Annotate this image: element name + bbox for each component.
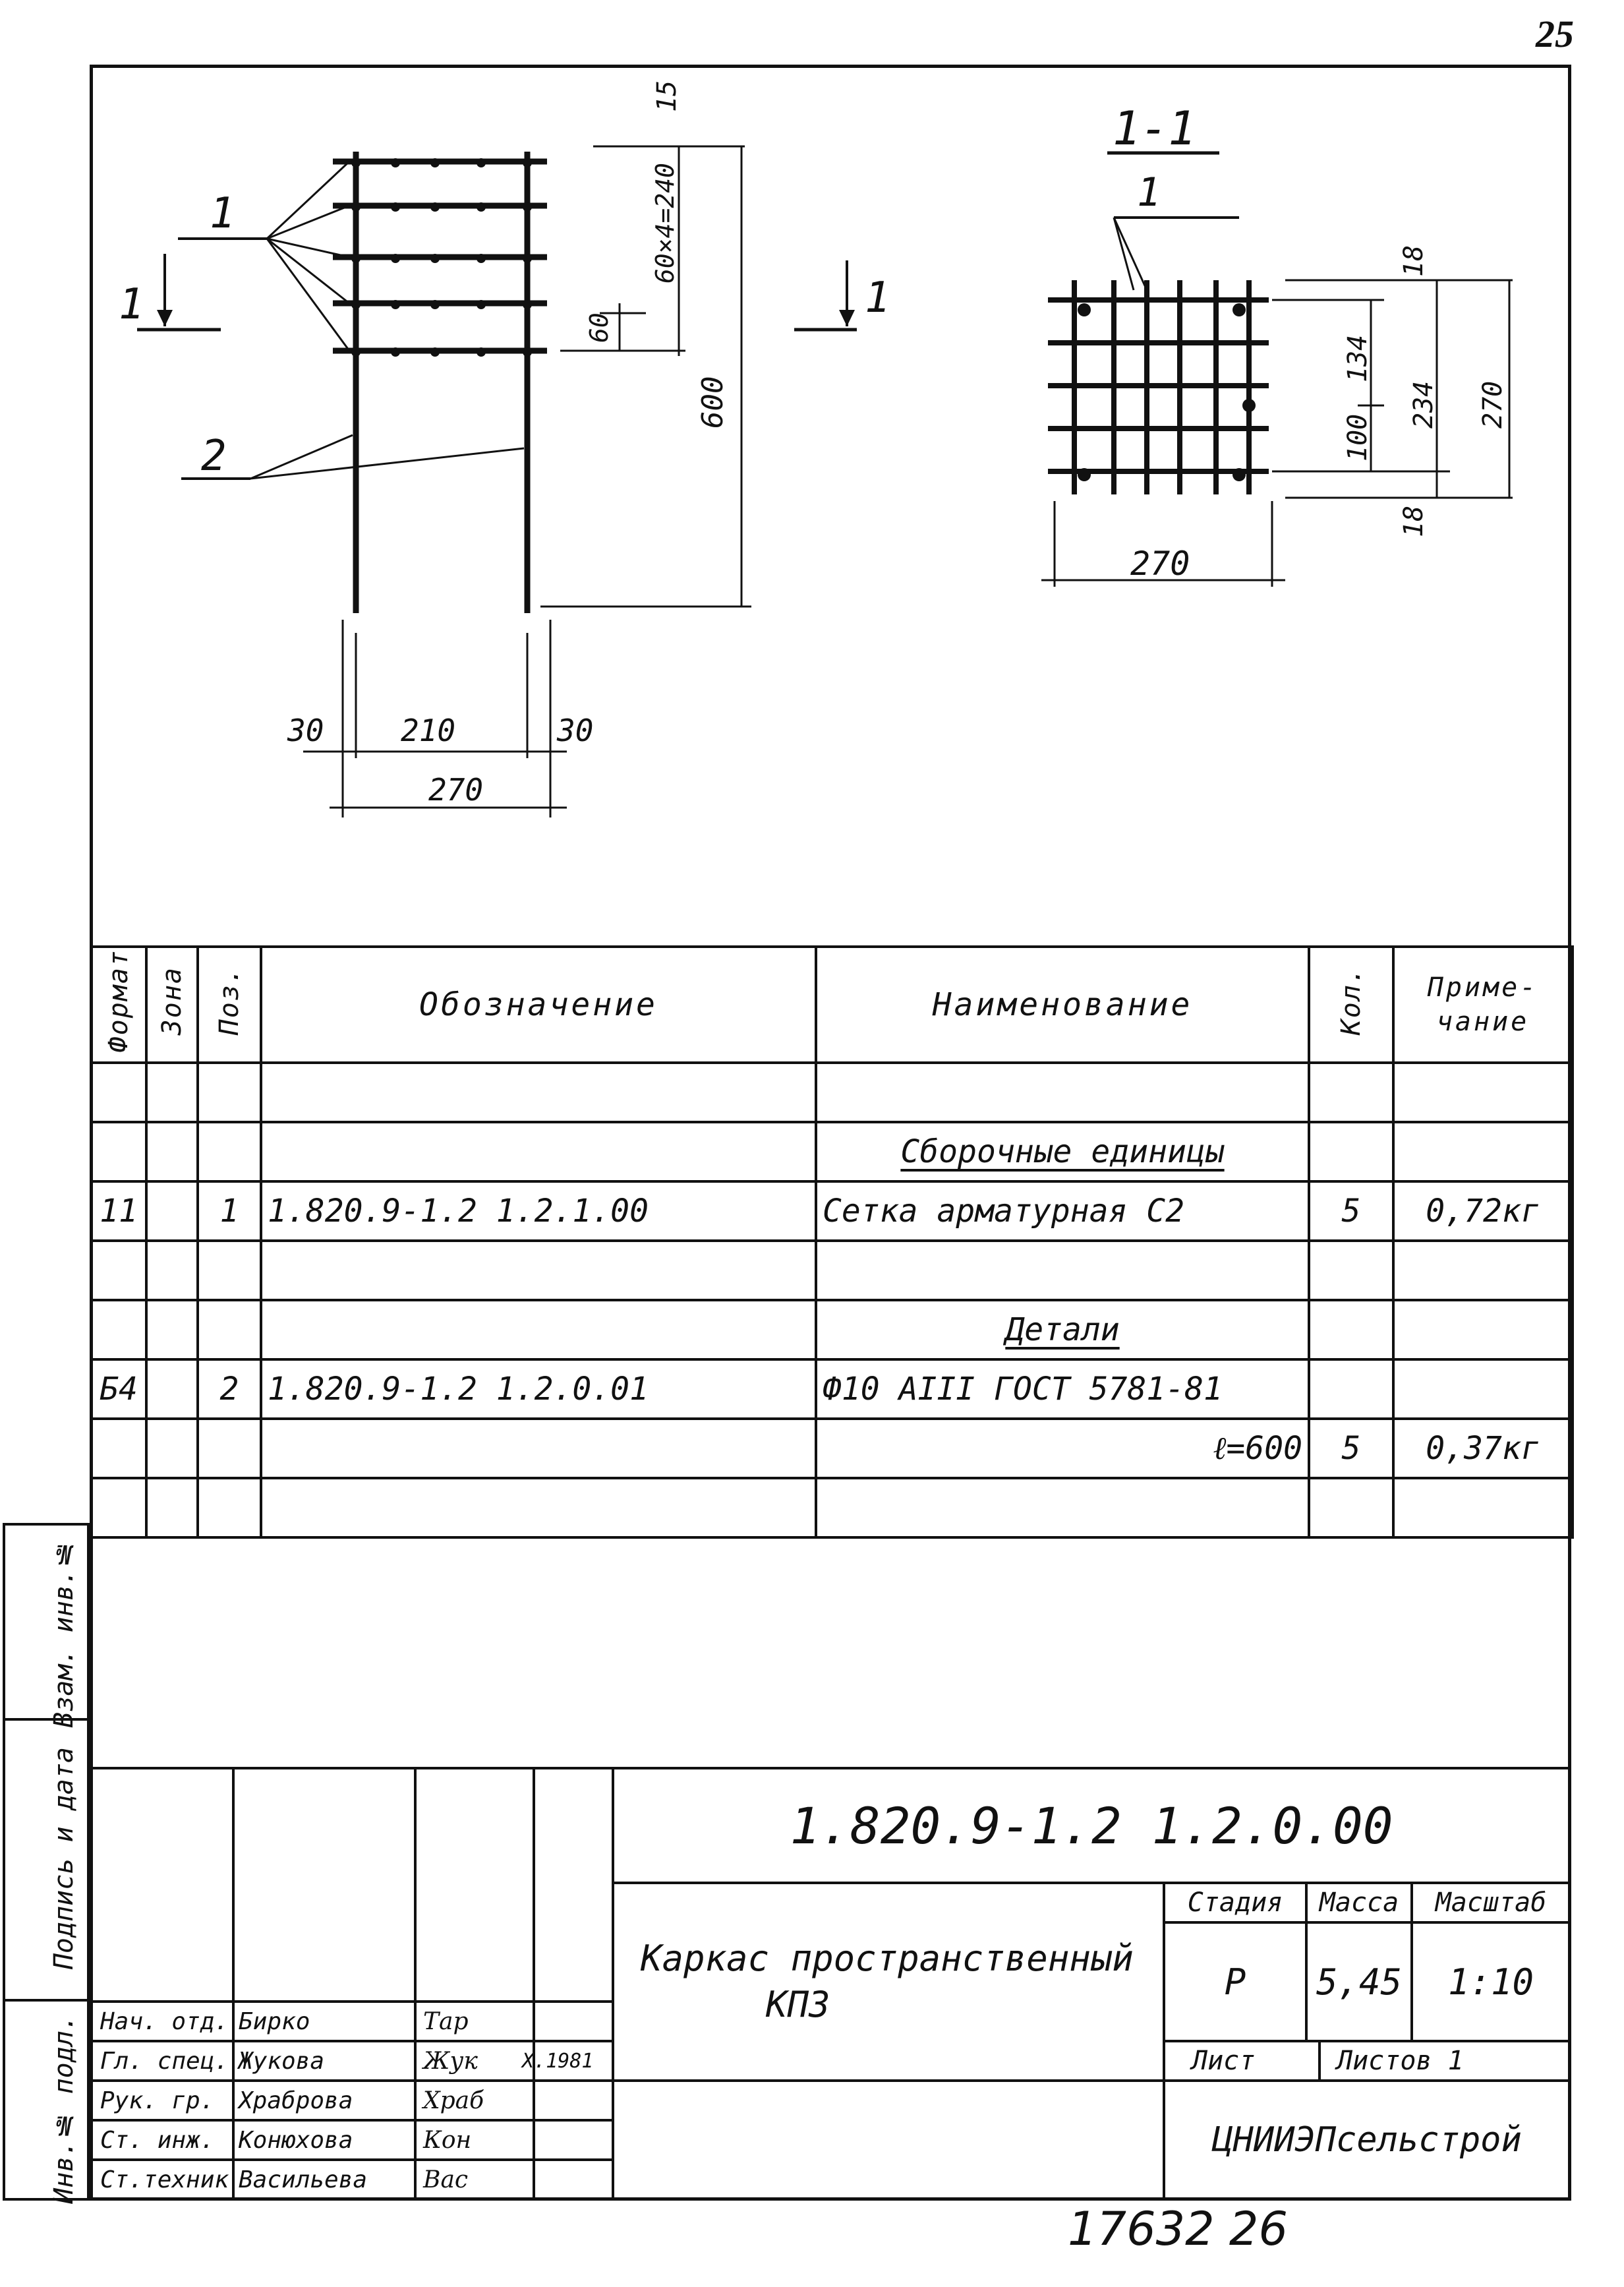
name-cell: Сетка арматурная С2 — [816, 1181, 1309, 1241]
length-cell: ℓ=600 — [816, 1419, 1309, 1478]
name-cell: Ф10 АIII ГОСТ 5781-81 — [816, 1359, 1309, 1419]
dim-top-15: 15 — [652, 80, 682, 112]
section-dim-134: 134 — [1343, 334, 1373, 382]
section-dim-100: 100 — [1343, 413, 1373, 461]
scale-value: 1:10 — [1410, 1921, 1571, 2042]
header-designation: Обозначение — [261, 947, 816, 1063]
dim-height: 600 — [696, 376, 730, 429]
archive-number: 17632 26 — [1068, 2202, 1289, 2256]
section-dim-top-18: 18 — [1399, 245, 1429, 277]
side-stamp-inv: Инв.№ подл. — [3, 1999, 90, 2201]
table-row: ℓ=600 5 0,37кг — [91, 1419, 1573, 1478]
dim-right-30: 30 — [557, 713, 594, 748]
elevation-pos1-label: 1 — [210, 189, 235, 238]
sheet-label: Лист — [1163, 2040, 1321, 2082]
side-stamp-podpis: Подпись и дата — [3, 1718, 90, 2002]
drawing-title: Каркас пространственный КП3 — [612, 1882, 1165, 2082]
designation-cell: 1.820.9-1.2 1.2.0.01 — [261, 1359, 816, 1419]
elevation-pos2-label: 2 — [201, 432, 227, 481]
stage-label: Стадия — [1163, 1882, 1308, 1924]
designation-cell: 1.820.9-1.2 1.2.1.00 — [261, 1181, 816, 1241]
dim-width-270: 270 — [428, 772, 484, 808]
section-mark-left: 1 — [119, 280, 144, 329]
section-title: 1-1 — [1113, 102, 1196, 156]
header-qty: Кол. — [1309, 947, 1393, 1063]
table-row — [91, 1300, 1573, 1359]
dim-left-30: 30 — [287, 713, 324, 748]
table-row: 11 1 1.820.9-1.2 1.2.1.00 Сетка арматурная С2 5 0,72кг — [91, 1181, 1573, 1241]
section-heading-details: Детали — [816, 1300, 1309, 1359]
header-format: Формат — [91, 947, 146, 1063]
side-stamp-vzam: Взам. инв.№ — [3, 1523, 90, 1721]
sig-row-4: Ст. инж. Конюхова Кон — [90, 2119, 614, 2161]
specification-table — [90, 945, 1574, 1539]
sheets-label: Листов 1 — [1318, 2040, 1571, 2082]
page-number: 25 — [1536, 13, 1574, 55]
sig-row-2: Гл. спец. Жукова Жук Х.1981 — [90, 2040, 614, 2082]
spec-header-row — [91, 947, 1573, 1063]
table-row — [91, 1063, 1573, 1122]
section-mark-right: 1 — [865, 274, 890, 322]
header-name: Наименование — [816, 947, 1309, 1063]
table-row: Б4 2 1.820.9-1.2 1.2.0.01 Ф10 АIII ГОСТ 5781-81 — [91, 1359, 1573, 1419]
sig-row-5: Ст.техник Васильева Вас — [90, 2158, 614, 2201]
sig-row-3: Рук. гр. Храброва Храб — [90, 2079, 614, 2122]
dim-step: 60 — [585, 312, 614, 343]
stage-value: Р — [1163, 1921, 1308, 2042]
doc-code: 1.820.9-1.2 1.2.0.00 — [612, 1767, 1571, 1884]
section-dim-234: 234 — [1408, 380, 1439, 429]
section-pos1-label: 1 — [1137, 169, 1161, 216]
header-zone: Зона — [146, 947, 198, 1063]
organization: ЦНИИЭПсельстрой — [1163, 2079, 1571, 2201]
scale-label: Масштаб — [1410, 1882, 1571, 1924]
mass-value: 5,45 — [1305, 1921, 1413, 2042]
section-heading-assemblies: Сборочные единицы — [816, 1122, 1309, 1181]
section-dim-bottom-18: 18 — [1399, 505, 1429, 537]
header-pos: Поз. — [198, 947, 261, 1063]
header-note: Приме-чание — [1393, 947, 1573, 1063]
dim-spacing: 60×4=240 — [651, 162, 680, 283]
section-dim-270v: 270 — [1478, 380, 1508, 429]
table-row — [91, 1241, 1573, 1300]
dim-mid-210: 210 — [401, 713, 456, 748]
sig-row-1: Нач. отд. Бирко Тар — [90, 2000, 614, 2042]
table-row — [91, 1122, 1573, 1181]
mass-label: Масса — [1305, 1882, 1413, 1924]
technical-drawing — [0, 0, 1624, 949]
section-dim-width: 270 — [1130, 545, 1190, 583]
table-row — [91, 1478, 1573, 1537]
